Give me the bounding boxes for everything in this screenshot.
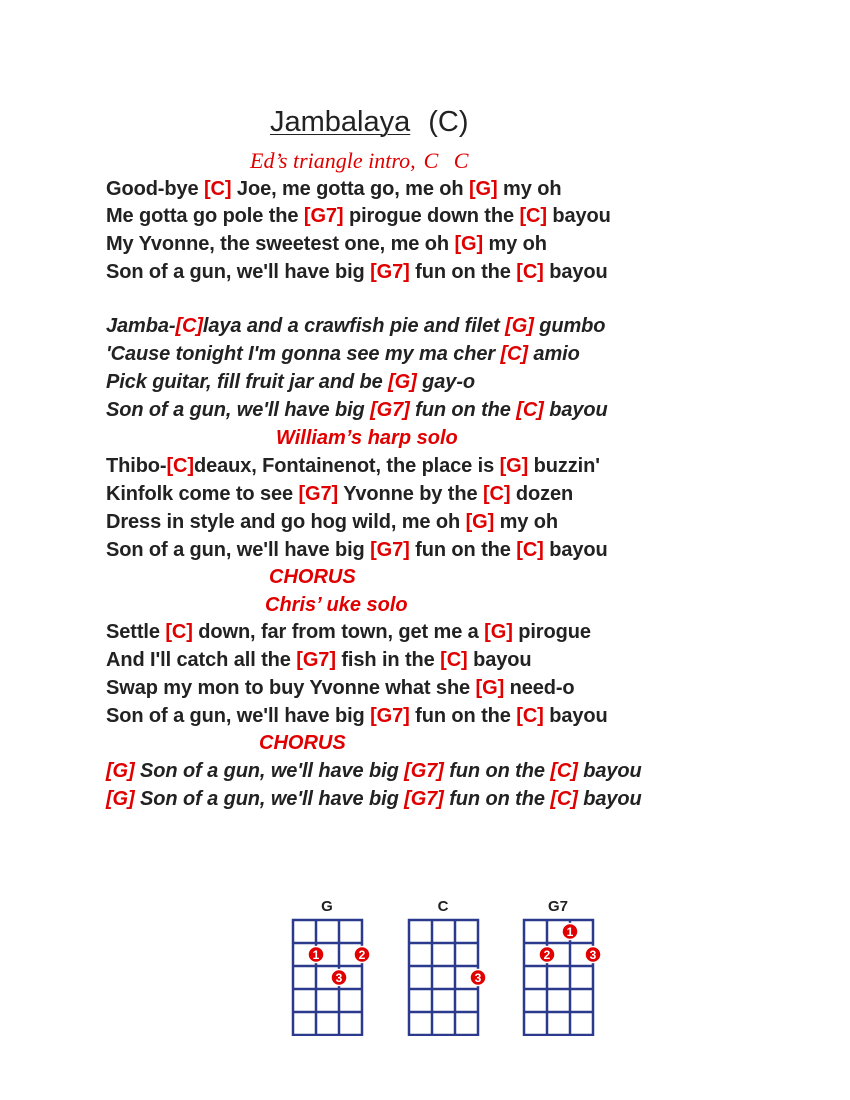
lyric-line — [106, 343, 580, 366]
song-key: (C) — [428, 106, 469, 138]
chord-marker: [C] — [440, 649, 468, 671]
lyric-text: dozen — [510, 483, 574, 505]
lyric-text: buzzin' — [528, 455, 600, 477]
lyric-line — [106, 261, 608, 284]
chord-marker: [G7] — [296, 649, 336, 671]
chord-marker: [G] — [465, 511, 495, 533]
chord-marker: [C] — [516, 539, 544, 561]
chord-marker: [C] — [550, 760, 578, 782]
harp-solo-note: William’s harp solo — [276, 427, 458, 449]
lyric-text: Joe, me gotta go, me oh — [231, 178, 469, 200]
lyric-line — [106, 705, 608, 728]
lyric-text: gay-o — [416, 371, 475, 393]
chord-marker: [G7] — [370, 705, 410, 727]
chord-marker: [G] — [388, 371, 417, 393]
finger-number: 3 — [474, 971, 482, 985]
chord-marker: [G] — [484, 621, 513, 643]
intro-text: Ed’s triangle intro, — [250, 148, 416, 173]
lyric-text: Son of a gun, we'll have big — [106, 261, 371, 283]
lyric-text: Jamba- — [106, 315, 176, 337]
lyric-text: Me gotta go pole the — [106, 205, 304, 227]
chord-marker: [C] — [516, 705, 544, 727]
lyric-text: need-o — [504, 677, 575, 699]
lyric-text: Son of a gun, we'll have big — [134, 760, 405, 782]
fretboard-frame — [409, 920, 478, 1035]
song-name: Jambalaya — [270, 106, 411, 138]
finger-number: 3 — [335, 971, 343, 985]
lyric-text: my oh — [494, 511, 559, 533]
lyric-text: Swap my mon to buy Yvonne what she — [106, 677, 476, 699]
lyric-text: fun on the — [443, 788, 551, 810]
lyric-text: 'Cause tonight I'm gonna see my ma cher — [106, 343, 501, 365]
chord-marker: [C] — [482, 483, 511, 505]
lyric-text: bayou — [543, 261, 608, 283]
lyric-text: amio — [527, 343, 580, 365]
lyric-text: Son of a gun, we'll have big — [134, 788, 405, 810]
lyric-line — [106, 788, 642, 811]
lyric-text: Good-bye — [106, 178, 204, 200]
lyric-text: bayou — [467, 649, 532, 671]
lyric-line — [106, 483, 573, 506]
lyric-line — [106, 621, 591, 644]
chord-marker: [G7] — [370, 261, 410, 283]
intro-note — [250, 148, 468, 174]
lyric-text: Thibo- — [106, 455, 167, 477]
lyric-line — [106, 511, 558, 534]
lyric-line — [106, 399, 608, 422]
finger-number: 1 — [312, 948, 320, 962]
lyric-text: Yvonne by the — [338, 483, 483, 505]
chord-marker: [C] — [519, 205, 547, 227]
lyric-line — [106, 760, 642, 783]
fretboard-frame — [524, 920, 593, 1035]
lyric-text: Kinfolk come to see — [106, 483, 299, 505]
chord-marker: [C] — [516, 261, 544, 283]
chord-marker: [G] — [106, 788, 135, 810]
chord-marker: [C] — [516, 399, 544, 421]
lyric-line — [106, 233, 547, 256]
lyric-text: And I'll catch all the — [106, 649, 297, 671]
chord-marker: [G] — [499, 455, 529, 477]
lyric-text: bayou — [543, 705, 608, 727]
chord-marker: [G] — [469, 178, 498, 200]
lyric-line — [106, 649, 531, 672]
lyric-text: fun on the — [409, 261, 517, 283]
lyric-text: bayou — [546, 205, 611, 227]
chord-marker: [G7] — [298, 483, 339, 505]
lyric-line — [106, 371, 475, 394]
lyric-text: pirogue — [512, 621, 591, 643]
lyric-text: bayou — [543, 539, 608, 561]
lyric-text: bayou — [577, 788, 642, 810]
lyric-text: Son of a gun, we'll have big — [106, 399, 371, 421]
lyric-text: Settle — [106, 621, 166, 643]
finger-number: 2 — [543, 948, 551, 962]
lyric-text: my oh — [483, 233, 547, 255]
chord-marker: [C] — [550, 788, 578, 810]
lyric-text: fish in the — [335, 649, 441, 671]
chord-marker: [C] — [166, 455, 194, 477]
lyric-text: gumbo — [533, 315, 606, 337]
lyric-text: Pick guitar, fill fruit jar and be — [106, 371, 389, 393]
lyric-text: fun on the — [443, 760, 551, 782]
lyric-line — [106, 455, 600, 478]
lyric-text: My Yvonne, the sweetest one, me oh — [106, 233, 455, 255]
lyric-line — [106, 205, 611, 228]
chord-marker: [C] — [204, 178, 232, 200]
chord-marker: [G7] — [303, 205, 344, 227]
lyric-text: bayou — [577, 760, 642, 782]
lyric-text: Son of a gun, we'll have big — [106, 705, 371, 727]
lyric-text: down, far from town, get me a — [192, 621, 485, 643]
chord-marker: [G] — [505, 315, 534, 337]
chord-name: G — [321, 898, 333, 915]
lyric-text: Son of a gun, we'll have big — [106, 539, 371, 561]
lyric-text: fun on the — [409, 705, 517, 727]
lyric-text: my oh — [497, 178, 562, 200]
chord-name: G7 — [547, 898, 568, 915]
chord-marker: [G] — [454, 233, 484, 255]
chord-marker: [C] — [500, 343, 528, 365]
lyric-text: fun on the — [409, 399, 517, 421]
chorus-note: CHORUS — [259, 732, 346, 754]
chord-marker: [G7] — [370, 539, 410, 561]
lyric-text: Dress in style and go hog wild, me oh — [106, 511, 466, 533]
fretboard — [508, 916, 608, 1036]
finger-number: 1 — [566, 925, 574, 939]
lyric-line — [106, 315, 605, 338]
lyric-text: fun on the — [409, 539, 517, 561]
lyric-text: laya and a crawfish pie and filet — [202, 315, 506, 337]
finger-number: 2 — [358, 948, 366, 962]
lyric-line — [106, 677, 575, 700]
chord-marker: [G] — [475, 677, 505, 699]
chorus-note: CHORUS — [269, 566, 356, 588]
chord-marker: [G7] — [370, 399, 410, 421]
chord-name: C — [437, 898, 449, 915]
chord-marker: [G7] — [404, 788, 444, 810]
chord-marker: [G7] — [404, 760, 444, 782]
lyric-line — [106, 178, 561, 201]
lyric-text: deaux, Fontainenot, the place is — [193, 455, 500, 477]
fretboard-frame — [293, 920, 362, 1035]
chord-marker: [C] — [165, 621, 193, 643]
uke-solo-note: Chris’ uke solo — [265, 594, 408, 616]
chord-marker: [G] — [106, 760, 135, 782]
lyric-text: bayou — [543, 399, 608, 421]
lyric-text: pirogue down the — [343, 205, 520, 227]
fretboard — [393, 916, 493, 1036]
fretboard — [277, 916, 377, 1036]
intro-chords: C C — [423, 148, 469, 173]
chord-marker: [C] — [175, 315, 203, 337]
song-title — [270, 106, 570, 139]
lyric-line — [106, 539, 608, 562]
finger-number: 3 — [589, 948, 597, 962]
